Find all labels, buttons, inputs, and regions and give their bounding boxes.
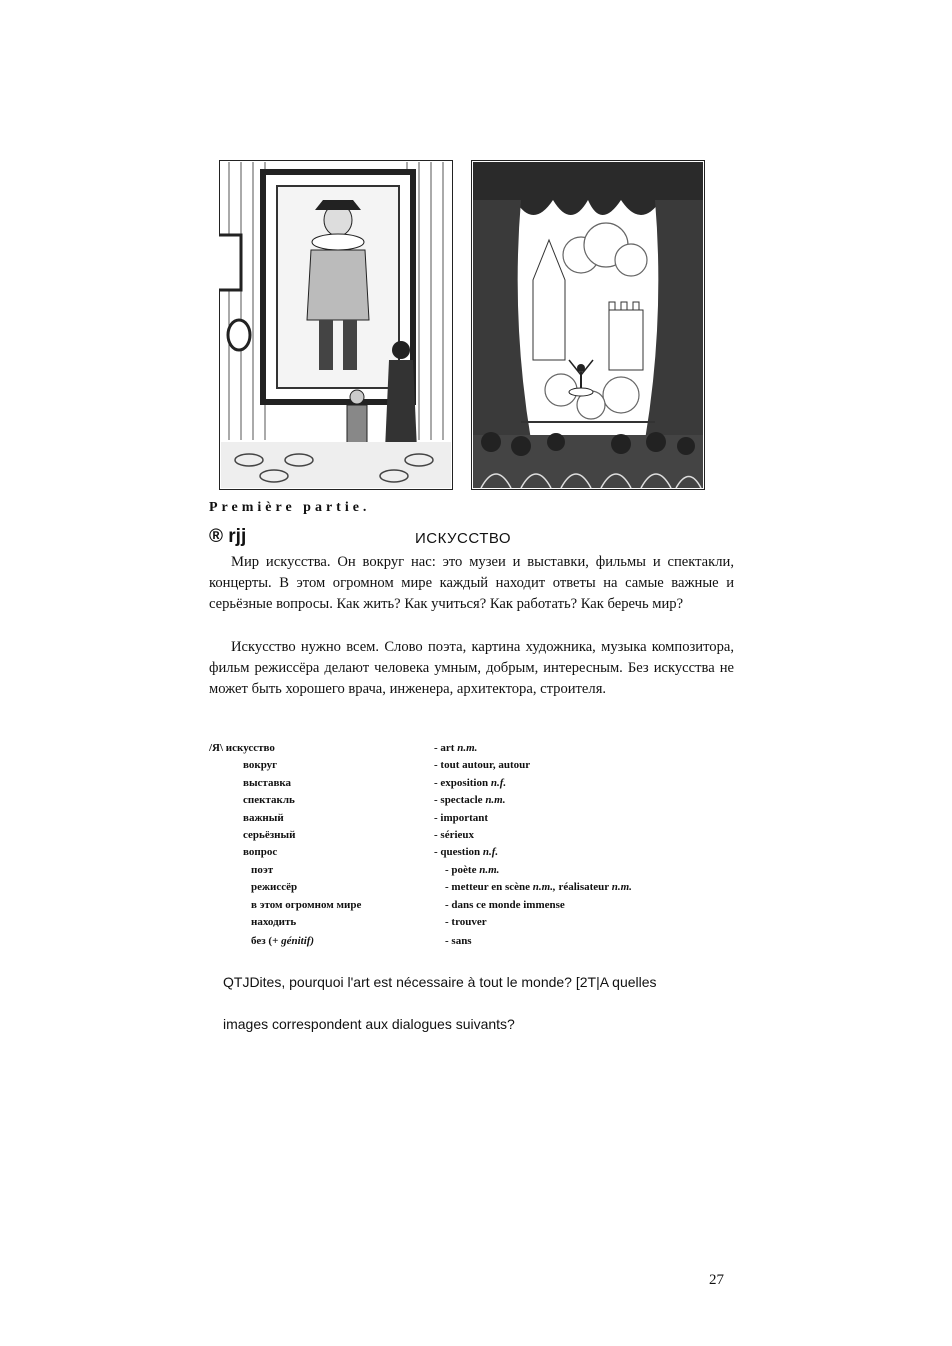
vocab-ru: в этом огромном мире [251, 898, 362, 911]
vocab-fr: - question n.f. [434, 846, 499, 859]
unit-icon-mark: ® rjj [209, 526, 247, 547]
vocab-fr: - dans ce monde immense [445, 898, 565, 911]
part-heading: Première partie. [209, 500, 371, 515]
vocab-ru: находить [251, 915, 297, 928]
vocab-ru: поэт [251, 863, 274, 876]
vocab-row [209, 935, 729, 952]
vocab-fr: - poète n.m. [445, 863, 500, 876]
vocab-row [209, 846, 729, 863]
vocab-row [209, 777, 729, 794]
vocab-fr: - metteur en scène n.m., réalisateur n.m. [445, 881, 632, 894]
vocab-ru: вокруг [243, 759, 278, 772]
vocab-fr: - sérieux [434, 828, 475, 841]
vocab-ru: важный [243, 811, 284, 824]
vocab-ru: спектакль [243, 794, 295, 807]
exercise-line-1: QTJDites, pourquoi l'art est nécessaire à tout le monde? [2T|A quelles [223, 974, 657, 990]
vocab-row [209, 759, 729, 776]
vocab-row [209, 794, 729, 811]
vocab-fr: - tout autour, autour [434, 759, 531, 772]
vocab-fr: - sans [445, 935, 472, 948]
lesson-title: ИСКУССТВО [415, 530, 512, 547]
vocab-ru: /Я\ искусство [209, 742, 275, 754]
vocab-fr: - trouver [445, 915, 487, 928]
vocab-row [209, 742, 729, 759]
vocab-row [209, 864, 729, 881]
vocab-ru: вопрос [243, 846, 278, 859]
paragraph-2 [209, 637, 734, 700]
museum-illustration [219, 160, 453, 490]
vocab-row [209, 881, 729, 898]
vocab-row [209, 916, 729, 933]
exercise-line-2: images correspondent aux dialogues suivants? [223, 1016, 515, 1032]
vocab-ru: без (+ génitif) [251, 935, 315, 948]
paragraph-1 [209, 552, 734, 615]
paragraph-text: Искусство нужно всем. Слово поэта, картина художника, музыка композитора, фильм режиссёра делают человека умным, добрым, интересным. Без искусства не может быть хорошего врача, инженера, архитектора, строителя. [209, 639, 734, 697]
theatre-drawing [471, 160, 705, 490]
vocab-fr: - important [434, 811, 489, 824]
vocab-ru: режиссёр [251, 881, 298, 894]
vocab-fr: - art n.m. [434, 742, 478, 754]
page-number: 27 [709, 1272, 724, 1288]
vocab-row [209, 899, 729, 916]
paragraph-text: Мир искусства. Он вокруг нас: это музеи и выставки, фильмы и спектакли, концерты. В этом огромном мире каждый находит ответы на самые важные и серьёзные вопросы. Как жить? Как учиться? Как работать? Как беречь мир? [209, 554, 734, 612]
vocab-row [209, 829, 729, 846]
vocab-ru: серьёзный [243, 828, 296, 841]
vocab-fr: - spectacle n.m. [434, 794, 506, 807]
vocab-fr: - exposition n.f. [434, 776, 507, 789]
vocabulary-list [209, 742, 729, 953]
museum-drawing [219, 160, 453, 490]
theatre-illustration [471, 160, 705, 490]
vocab-ru: выставка [243, 776, 292, 789]
vocab-row [209, 812, 729, 829]
